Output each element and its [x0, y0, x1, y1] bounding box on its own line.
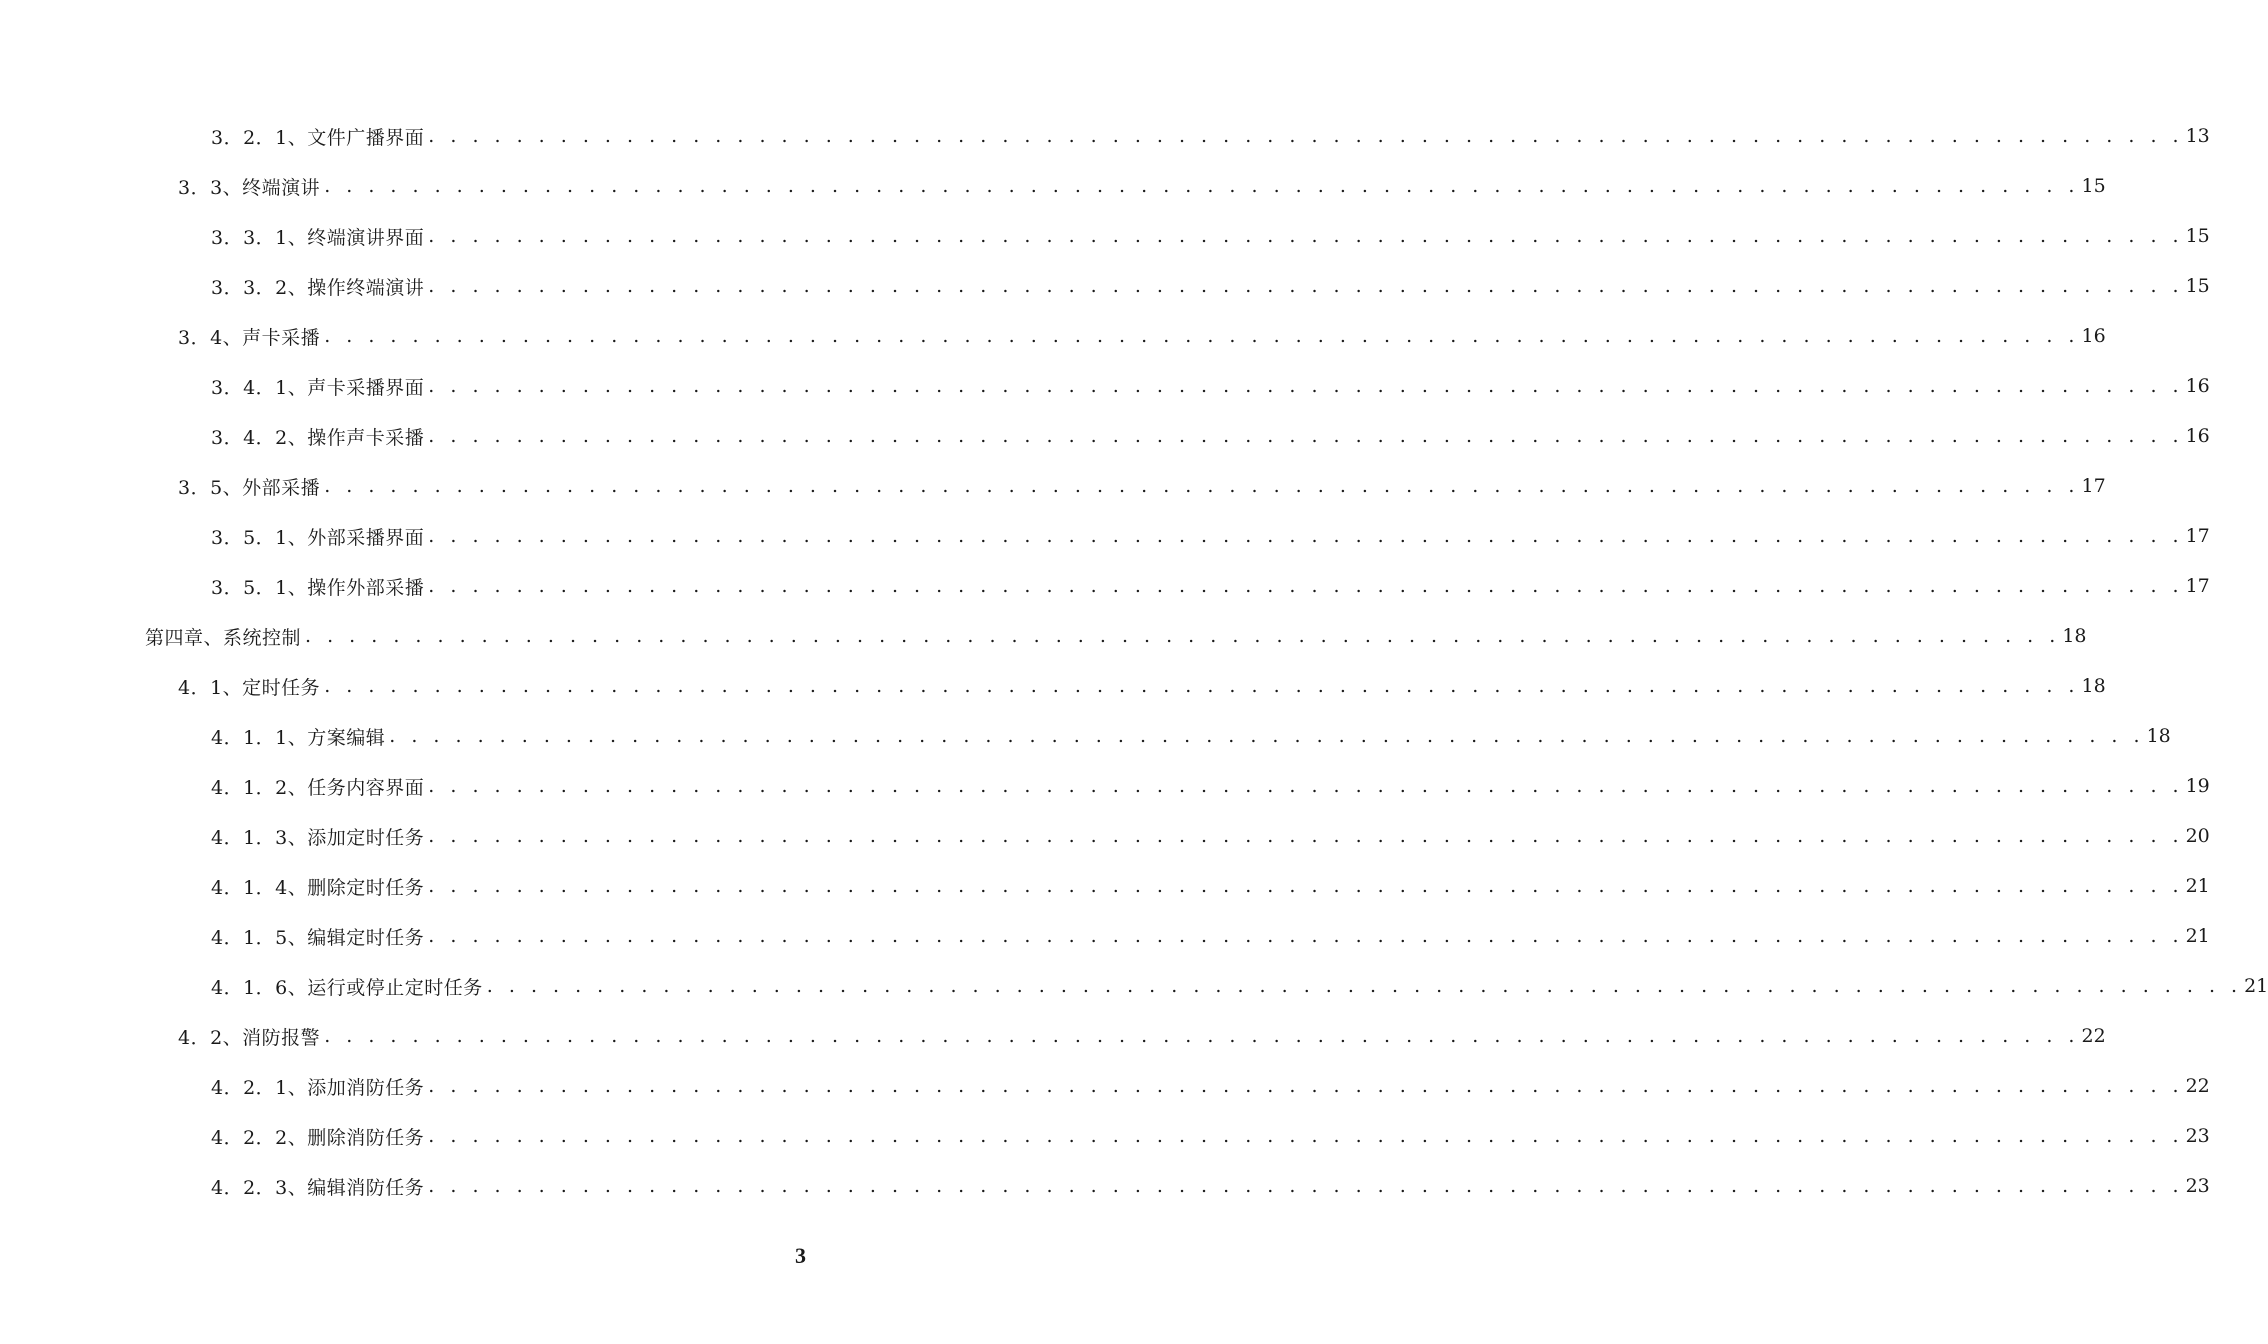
toc-entry[interactable] — [0, 661, 2106, 711]
toc-entry-page: 18 — [2062, 625, 2087, 647]
toc-entry-label: 3．3、终端演讲 — [178, 176, 321, 199]
toc-entry[interactable] — [0, 711, 2171, 761]
toc-entry[interactable] — [0, 911, 2210, 961]
toc-entry-label: 4．2、消防报警 — [178, 1026, 321, 1049]
toc-entry-label: 4．2．1、添加消防任务 — [211, 1076, 425, 1099]
toc-dot-leader: . . . . . . . . . . . . . . . . . . . . . . . . . . . . . . . . . . . . . . . . . . . . . . . . . . . . . . . . . . . . . . . . . . . . . . . . . . . . . . . . — [324, 475, 2080, 497]
toc-dot-leader: . . . . . . . . . . . . . . . . . . . . . . . . . . . . . . . . . . . . . . . . . . . . . . . . . . . . . . . . . . . . . . . . . . . . . . . . . . . . . . . . — [428, 575, 2184, 597]
toc-dot-leader: . . . . . . . . . . . . . . . . . . . . . . . . . . . . . . . . . . . . . . . . . . . . . . . . . . . . . . . . . . . . . . . . . . . . . . . . . . . . . . . . — [428, 425, 2184, 447]
toc-entry[interactable] — [0, 411, 2210, 461]
toc-entry-label: 3．3．2、操作终端演讲 — [211, 276, 425, 299]
toc-entry-label: 3．5、外部采播 — [178, 476, 321, 499]
toc-entry-label: 4．2．3、编辑消防任务 — [211, 1176, 425, 1199]
toc-dot-leader: . . . . . . . . . . . . . . . . . . . . . . . . . . . . . . . . . . . . . . . . . . . . . . . . . . . . . . . . . . . . . . . . . . . . . . . . . . . . . . . . — [428, 1175, 2184, 1197]
toc-dot-leader: . . . . . . . . . . . . . . . . . . . . . . . . . . . . . . . . . . . . . . . . . . . . . . . . . . . . . . . . . . . . . . . . . . . . . . . . . . . . . . . . — [428, 225, 2184, 247]
toc-entry-page: 21 — [2185, 875, 2210, 897]
toc-entry-page: 16 — [2185, 425, 2210, 447]
toc-entry-page: 16 — [2185, 375, 2210, 397]
page-number: 3 — [795, 1243, 806, 1268]
toc-dot-leader: . . . . . . . . . . . . . . . . . . . . . . . . . . . . . . . . . . . . . . . . . . . . . . . . . . . . . . . . . . . . . . . . . . . . . . . . . . . . . . . . — [428, 1125, 2184, 1147]
toc-entry-label: 3．5．1、外部采播界面 — [211, 526, 425, 549]
toc-entry[interactable] — [0, 211, 2210, 261]
toc-entry-label: 4．1、定时任务 — [178, 676, 321, 699]
table-of-contents — [0, 111, 2268, 1211]
toc-entry-page: 23 — [2185, 1175, 2210, 1197]
toc-dot-leader: . . . . . . . . . . . . . . . . . . . . . . . . . . . . . . . . . . . . . . . . . . . . . . . . . . . . . . . . . . . . . . . . . . . . . . . . . . . . . . . . — [428, 825, 2184, 847]
toc-entry-label: 3．2．1、文件广播界面 — [211, 126, 425, 149]
toc-entry[interactable] — [0, 561, 2210, 611]
toc-entry-page: 20 — [2185, 825, 2210, 847]
toc-entry[interactable] — [0, 161, 2106, 211]
toc-dot-leader: . . . . . . . . . . . . . . . . . . . . . . . . . . . . . . . . . . . . . . . . . . . . . . . . . . . . . . . . . . . . . . . . . . . . . . . . . . . . . . . . — [428, 125, 2184, 147]
toc-entry-label: 3．4．1、声卡采播界面 — [211, 376, 425, 399]
toc-entry[interactable] — [0, 361, 2210, 411]
toc-entry-page: 18 — [2146, 725, 2171, 747]
toc-entry-label: 4．1．4、删除定时任务 — [211, 876, 425, 899]
toc-entry[interactable] — [0, 111, 2210, 161]
toc-entry-label: 4．2．2、删除消防任务 — [211, 1126, 425, 1149]
toc-entry-label: 3．5．1、操作外部采播 — [211, 576, 425, 599]
toc-dot-leader: . . . . . . . . . . . . . . . . . . . . . . . . . . . . . . . . . . . . . . . . . . . . . . . . . . . . . . . . . . . . . . . . . . . . . . . . . . . . . . . . — [324, 1025, 2080, 1047]
toc-entry-label: 4．1．5、编辑定时任务 — [211, 926, 425, 949]
toc-entry-page: 21 — [2244, 975, 2268, 997]
toc-entry-page: 15 — [2185, 225, 2210, 247]
toc-entry-page: 13 — [2185, 125, 2210, 147]
toc-dot-leader: . . . . . . . . . . . . . . . . . . . . . . . . . . . . . . . . . . . . . . . . . . . . . . . . . . . . . . . . . . . . . . . . . . . . . . . . . . . . . . . . — [305, 625, 2061, 647]
toc-entry-page: 17 — [2185, 525, 2210, 547]
toc-entry[interactable] — [0, 461, 2106, 511]
toc-dot-leader: . . . . . . . . . . . . . . . . . . . . . . . . . . . . . . . . . . . . . . . . . . . . . . . . . . . . . . . . . . . . . . . . . . . . . . . . . . . . . . . . — [486, 975, 2243, 997]
toc-dot-leader: . . . . . . . . . . . . . . . . . . . . . . . . . . . . . . . . . . . . . . . . . . . . . . . . . . . . . . . . . . . . . . . . . . . . . . . . . . . . . . . . — [428, 1075, 2184, 1097]
toc-entry[interactable] — [0, 761, 2210, 811]
toc-entry-page: 21 — [2185, 925, 2210, 947]
toc-entry[interactable] — [0, 1061, 2210, 1111]
toc-entry-page: 17 — [2185, 575, 2210, 597]
toc-entry[interactable] — [0, 511, 2210, 561]
toc-entry-label: 4．1．1、方案编辑 — [211, 726, 386, 749]
toc-dot-leader: . . . . . . . . . . . . . . . . . . . . . . . . . . . . . . . . . . . . . . . . . . . . . . . . . . . . . . . . . . . . . . . . . . . . . . . . . . . . . . . . — [324, 325, 2080, 347]
toc-entry-label: 第四章、系统控制 — [145, 626, 302, 649]
toc-entry-label: 4．1．2、任务内容界面 — [211, 776, 425, 799]
toc-dot-leader: . . . . . . . . . . . . . . . . . . . . . . . . . . . . . . . . . . . . . . . . . . . . . . . . . . . . . . . . . . . . . . . . . . . . . . . . . . . . . . . . — [324, 675, 2080, 697]
toc-entry-label: 3．4．2、操作声卡采播 — [211, 426, 425, 449]
toc-dot-leader: . . . . . . . . . . . . . . . . . . . . . . . . . . . . . . . . . . . . . . . . . . . . . . . . . . . . . . . . . . . . . . . . . . . . . . . . . . . . . . . . — [428, 875, 2184, 897]
toc-entry[interactable] — [0, 261, 2210, 311]
toc-entry[interactable] — [0, 611, 2087, 661]
toc-entry-page: 23 — [2185, 1125, 2210, 1147]
toc-entry[interactable] — [0, 1161, 2210, 1211]
toc-entry-page: 22 — [2185, 1075, 2210, 1097]
toc-entry[interactable] — [0, 861, 2210, 911]
toc-entry[interactable] — [0, 961, 2268, 1011]
toc-entry-label: 3．3．1、终端演讲界面 — [211, 226, 425, 249]
toc-entry-page: 19 — [2185, 775, 2210, 797]
toc-entry-page: 17 — [2081, 475, 2106, 497]
toc-entry[interactable] — [0, 311, 2106, 361]
toc-entry-page: 22 — [2081, 1025, 2106, 1047]
toc-entry-page: 15 — [2185, 275, 2210, 297]
toc-dot-leader: . . . . . . . . . . . . . . . . . . . . . . . . . . . . . . . . . . . . . . . . . . . . . . . . . . . . . . . . . . . . . . . . . . . . . . . . . . . . . . . . — [324, 175, 2080, 197]
toc-entry-page: 15 — [2081, 175, 2106, 197]
toc-entry[interactable] — [0, 811, 2210, 861]
toc-entry-label: 4．1．6、运行或停止定时任务 — [211, 976, 483, 999]
toc-entry[interactable] — [0, 1011, 2106, 1061]
toc-dot-leader: . . . . . . . . . . . . . . . . . . . . . . . . . . . . . . . . . . . . . . . . . . . . . . . . . . . . . . . . . . . . . . . . . . . . . . . . . . . . . . . . — [428, 925, 2184, 947]
toc-entry-page: 18 — [2081, 675, 2106, 697]
toc-entry[interactable] — [0, 1111, 2210, 1161]
toc-entry-label: 3．4、声卡采播 — [178, 326, 321, 349]
toc-dot-leader: . . . . . . . . . . . . . . . . . . . . . . . . . . . . . . . . . . . . . . . . . . . . . . . . . . . . . . . . . . . . . . . . . . . . . . . . . . . . . . . . — [389, 725, 2145, 747]
toc-dot-leader: . . . . . . . . . . . . . . . . . . . . . . . . . . . . . . . . . . . . . . . . . . . . . . . . . . . . . . . . . . . . . . . . . . . . . . . . . . . . . . . . — [428, 275, 2184, 297]
toc-dot-leader: . . . . . . . . . . . . . . . . . . . . . . . . . . . . . . . . . . . . . . . . . . . . . . . . . . . . . . . . . . . . . . . . . . . . . . . . . . . . . . . . — [428, 525, 2184, 547]
toc-entry-page: 16 — [2081, 325, 2106, 347]
toc-dot-leader: . . . . . . . . . . . . . . . . . . . . . . . . . . . . . . . . . . . . . . . . . . . . . . . . . . . . . . . . . . . . . . . . . . . . . . . . . . . . . . . . — [428, 375, 2184, 397]
toc-entry-label: 4．1．3、添加定时任务 — [211, 826, 425, 849]
toc-dot-leader: . . . . . . . . . . . . . . . . . . . . . . . . . . . . . . . . . . . . . . . . . . . . . . . . . . . . . . . . . . . . . . . . . . . . . . . . . . . . . . . . — [428, 775, 2184, 797]
